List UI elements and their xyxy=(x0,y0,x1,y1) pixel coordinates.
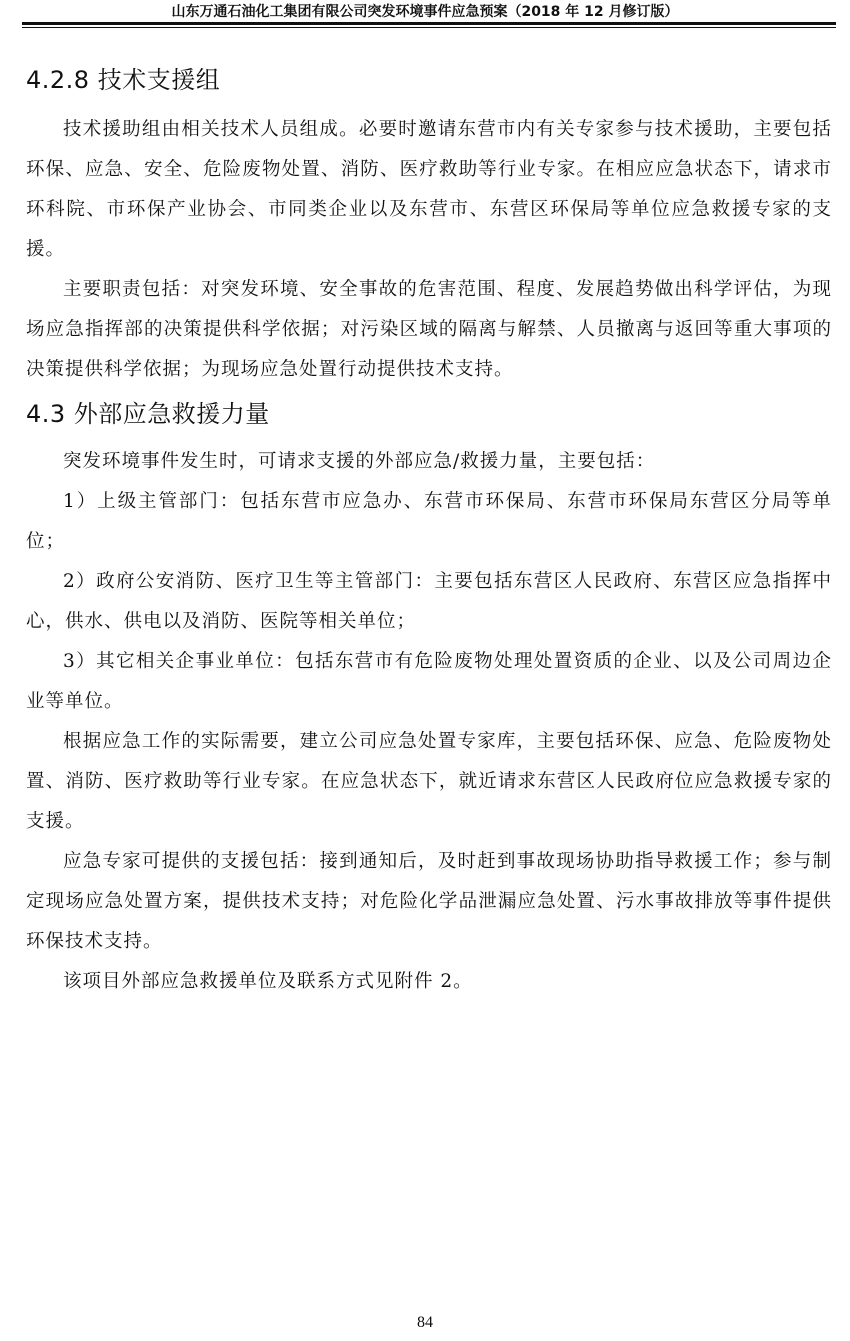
section-heading-4-2-8: 4.2.8 技术支援组 xyxy=(26,66,221,94)
paragraph-expert-support: 应急专家可提供的支援包括：接到通知后，及时赶到事故现场协助指导救援工作；参与制定现场应急处置方案，提供技术支持；对危险化学品泄漏应急处置、污水事故排放等事件提供环保技术支持。 xyxy=(26,851,832,952)
header-rule-thin xyxy=(22,27,836,28)
paragraph-technical-support-composition: 技术援助组由相关技术人员组成。必要时邀请东营市内有关专家参与技术援助，主要包括环保、应急、安全、危险废物处置、消防、医疗救助等行业专家。在相应应急状态下，请求市环科院、市环保产业协会、市同类企业以及东营市、东营区环保局等单位应急救援专家的支援。 xyxy=(26,119,832,260)
page-number: 84 xyxy=(417,1314,433,1331)
header-rule-thick xyxy=(22,22,836,25)
running-header: 山东万通石油化工集团有限公司突发环境事件应急预案（2018 年 12 月修订版） xyxy=(171,4,679,20)
paragraph-list-item-2: 2）政府公安消防、医疗卫生等主管部门：主要包括东营区人民政府、东营区应急指挥中心，供水、供电以及消防、医院等相关单位； xyxy=(26,571,832,632)
paragraph-attachment-reference: 该项目外部应急救援单位及联系方式见附件 2。 xyxy=(63,971,473,992)
paragraph-expert-database: 根据应急工作的实际需要，建立公司应急处置专家库，主要包括环保、应急、危险废物处置、消防、医疗救助等行业专家。在应急状态下，就近请求东营区人民政府位应急救援专家的支援。 xyxy=(26,731,832,832)
paragraph-list-item-1: 1）上级主管部门：包括东营市应急办、东营市环保局、东营市环保局东营区分局等单位； xyxy=(26,491,832,552)
paragraph-list-item-3: 3）其它相关企事业单位：包括东营市有危险废物处理处置资质的企业、以及公司周边企业等单位。 xyxy=(26,651,832,712)
page-body xyxy=(26,58,832,1002)
paragraph-technical-support-duties: 主要职责包括：对突发环境、安全事故的危害范围、程度、发展趋势做出科学评估，为现场应急指挥部的决策提供科学依据；对污染区域的隔离与解禁、人员撤离与返回等重大事项的决策提供科学依据；为现场应急处置行动提供技术支持。 xyxy=(26,279,832,380)
paragraph-external-support-intro: 突发环境事件发生时，可请求支援的外部应急/救援力量，主要包括： xyxy=(63,451,656,472)
section-heading-4-3: 4.3 外部应急救援力量 xyxy=(26,400,270,428)
